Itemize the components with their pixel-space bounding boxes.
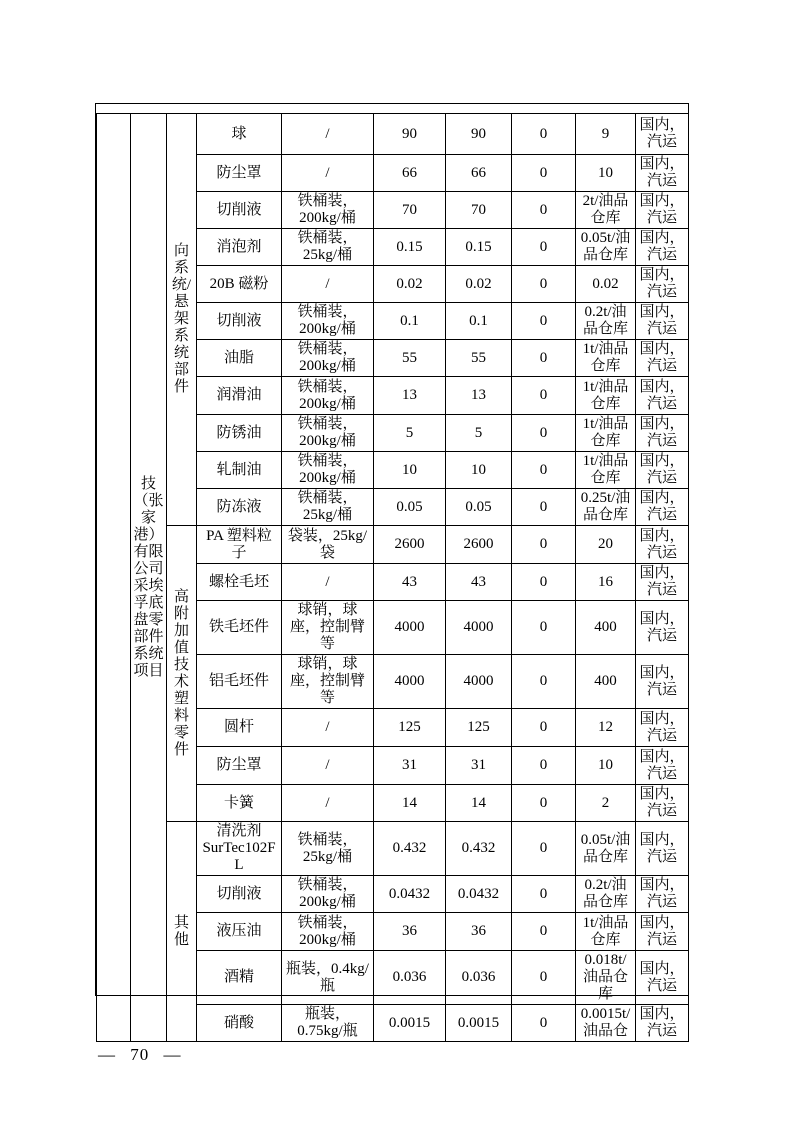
- cell-storage: 1t/油品仓库: [576, 452, 636, 489]
- cell-transport: 国内，汽运: [636, 822, 689, 876]
- table-row: [97, 526, 689, 564]
- cell-packaging: /: [282, 709, 374, 747]
- cell-qty-1: 31: [374, 747, 446, 785]
- cell-storage: 10: [576, 747, 636, 785]
- cell-qty-1: 0.05: [374, 489, 446, 526]
- cell-packaging: 瓶装，0.75kg/瓶: [282, 1005, 374, 1042]
- cell-storage: 1t/油品仓库: [576, 913, 636, 951]
- cell-qty-1: 13: [374, 377, 446, 415]
- cell-item-name: 防尘罩: [197, 747, 282, 785]
- cell-qty-2: 0.0015: [446, 1005, 512, 1042]
- cell-transport: 国内，汽运: [636, 709, 689, 747]
- cell-qty-3: 0: [512, 303, 576, 340]
- cell-qty-1: 4000: [374, 601, 446, 655]
- cell-qty-2: 10: [446, 452, 512, 489]
- cell-qty-2: 70: [446, 192, 512, 229]
- cell-qty-1: 0.1: [374, 303, 446, 340]
- cell-packaging: 铁桶装，200kg/桶: [282, 303, 374, 340]
- cell-item-name: 防尘罩: [197, 155, 282, 192]
- cell-storage: 400: [576, 601, 636, 655]
- cell-qty-1: 14: [374, 785, 446, 822]
- cell-transport: 国内，汽运: [636, 489, 689, 526]
- cell-transport: 国内，汽运: [636, 340, 689, 377]
- cell-item-name: PA 塑料粒子: [197, 526, 282, 564]
- cell-qty-1: 10: [374, 452, 446, 489]
- cell-storage: 20: [576, 526, 636, 564]
- category-cell: 其他: [167, 822, 197, 1042]
- cell-packaging: /: [282, 155, 374, 192]
- cell-qty-2: 14: [446, 785, 512, 822]
- cell-storage: 0.25t/油品仓库: [576, 489, 636, 526]
- cell-storage: 10: [576, 155, 636, 192]
- cell-qty-2: 4000: [446, 655, 512, 709]
- cell-storage: 9: [576, 114, 636, 155]
- cell-qty-3: 0: [512, 1005, 576, 1042]
- page-number: — 70 —: [98, 1045, 182, 1064]
- cell-qty-2: 31: [446, 747, 512, 785]
- cell-item-name: 清洗剂SurTec102FL: [197, 822, 282, 876]
- cell-qty-2: 13: [446, 377, 512, 415]
- cell-qty-3: 0: [512, 114, 576, 155]
- cell-packaging: 铁桶装，200kg/桶: [282, 377, 374, 415]
- cell-transport: 国内，汽运: [636, 155, 689, 192]
- cell-qty-3: 0: [512, 876, 576, 913]
- cell-qty-3: 0: [512, 655, 576, 709]
- cell-qty-3: 0: [512, 526, 576, 564]
- cell-packaging: /: [282, 785, 374, 822]
- cell-transport: 国内，汽运: [636, 1005, 689, 1042]
- cell-qty-3: 0: [512, 564, 576, 601]
- cell-qty-2: 66: [446, 155, 512, 192]
- cell-item-name: 螺栓毛坯: [197, 564, 282, 601]
- cell-qty-1: 125: [374, 709, 446, 747]
- cell-qty-1: 36: [374, 913, 446, 951]
- cell-item-name: 酒精: [197, 951, 282, 1005]
- cell-storage: 0.0015t/油品仓: [576, 1005, 636, 1042]
- cell-qty-2: 2600: [446, 526, 512, 564]
- cell-packaging: 铁桶装，200kg/桶: [282, 876, 374, 913]
- cell-storage: 1t/油品仓库: [576, 377, 636, 415]
- cell-transport: 国内，汽运: [636, 951, 689, 1005]
- cell-item-name: 球: [197, 114, 282, 155]
- cell-qty-1: 66: [374, 155, 446, 192]
- cell-item-name: 铁毛坯件: [197, 601, 282, 655]
- cell-qty-2: 4000: [446, 601, 512, 655]
- cell-packaging: 铁桶装，25kg/桶: [282, 229, 374, 266]
- cell-transport: 国内，汽运: [636, 876, 689, 913]
- cell-packaging: 瓶装，0.4kg/瓶: [282, 951, 374, 1005]
- cell-packaging: 袋装，25kg/袋: [282, 526, 374, 564]
- cell-packaging: 铁桶装，200kg/桶: [282, 452, 374, 489]
- cell-qty-2: 0.15: [446, 229, 512, 266]
- cell-qty-1: 5: [374, 415, 446, 452]
- cell-qty-1: 90: [374, 114, 446, 155]
- cell-storage: 0.05t/油品仓库: [576, 822, 636, 876]
- table-row: [97, 822, 689, 876]
- cell-item-name: 防锈油: [197, 415, 282, 452]
- cell-transport: 国内，汽运: [636, 785, 689, 822]
- cell-qty-3: 0: [512, 489, 576, 526]
- cell-qty-3: 0: [512, 913, 576, 951]
- cell-item-name: 防冻液: [197, 489, 282, 526]
- cell-storage: 0.05t/油品仓库: [576, 229, 636, 266]
- cell-storage: 2t/油品仓库: [576, 192, 636, 229]
- cell-item-name: 硝酸: [197, 1005, 282, 1042]
- cell-qty-3: 0: [512, 951, 576, 1005]
- cell-transport: 国内，汽运: [636, 913, 689, 951]
- cell-item-name: 圆杆: [197, 709, 282, 747]
- cell-qty-3: 0: [512, 601, 576, 655]
- cell-transport: 国内，汽运: [636, 452, 689, 489]
- cell-transport: 国内，汽运: [636, 564, 689, 601]
- cell-qty-1: 0.036: [374, 951, 446, 1005]
- cell-qty-1: 0.02: [374, 266, 446, 303]
- cell-qty-1: 43: [374, 564, 446, 601]
- cell-storage: 1t/油品仓库: [576, 340, 636, 377]
- cell-qty-3: 0: [512, 785, 576, 822]
- materials-table: [96, 113, 689, 1042]
- cell-qty-2: 125: [446, 709, 512, 747]
- category-cell: 高附加值技术塑料零件: [167, 526, 197, 822]
- cell-transport: 国内，汽运: [636, 415, 689, 452]
- cell-storage: 12: [576, 709, 636, 747]
- cell-qty-3: 0: [512, 192, 576, 229]
- cell-qty-3: 0: [512, 155, 576, 192]
- cell-transport: 国内，汽运: [636, 747, 689, 785]
- cell-transport: 国内，汽运: [636, 114, 689, 155]
- cell-qty-3: 0: [512, 822, 576, 876]
- cell-storage: 2: [576, 785, 636, 822]
- cell-qty-1: 0.0015: [374, 1005, 446, 1042]
- cell-qty-3: 0: [512, 266, 576, 303]
- cell-transport: 国内，汽运: [636, 601, 689, 655]
- cell-item-name: 润滑油: [197, 377, 282, 415]
- cell-packaging: /: [282, 266, 374, 303]
- cell-qty-2: 36: [446, 913, 512, 951]
- cell-packaging: 铁桶装，25kg/桶: [282, 822, 374, 876]
- cell-qty-2: 43: [446, 564, 512, 601]
- cell-item-name: 铝毛坯件: [197, 655, 282, 709]
- cell-qty-2: 0.02: [446, 266, 512, 303]
- cell-packaging: /: [282, 114, 374, 155]
- cell-packaging: /: [282, 747, 374, 785]
- cell-packaging: 球销，球座，控制臂等: [282, 601, 374, 655]
- cell-storage: 0.02: [576, 266, 636, 303]
- cell-item-name: 轧制油: [197, 452, 282, 489]
- cell-qty-1: 0.0432: [374, 876, 446, 913]
- left-spacer-cell: [97, 114, 131, 1042]
- cell-qty-3: 0: [512, 340, 576, 377]
- cell-storage: 0.2t/油品仓库: [576, 876, 636, 913]
- cell-storage: 16: [576, 564, 636, 601]
- cell-qty-2: 5: [446, 415, 512, 452]
- cell-item-name: 卡簧: [197, 785, 282, 822]
- materials-table-container: [95, 103, 689, 1039]
- cell-transport: 国内，汽运: [636, 655, 689, 709]
- cell-transport: 国内，汽运: [636, 303, 689, 340]
- cell-qty-3: 0: [512, 415, 576, 452]
- cell-qty-1: 70: [374, 192, 446, 229]
- table-row: [97, 114, 689, 155]
- cell-transport: 国内，汽运: [636, 377, 689, 415]
- cell-packaging: 铁桶装，200kg/桶: [282, 415, 374, 452]
- cell-storage: 0.2t/油品仓库: [576, 303, 636, 340]
- cell-qty-1: 55: [374, 340, 446, 377]
- cell-transport: 国内，汽运: [636, 526, 689, 564]
- cell-packaging: 铁桶装，200kg/桶: [282, 192, 374, 229]
- cell-item-name: 消泡剂: [197, 229, 282, 266]
- cell-packaging: 球销，球座，控制臂等: [282, 655, 374, 709]
- cell-packaging: 铁桶装，200kg/桶: [282, 913, 374, 951]
- cell-item-name: 液压油: [197, 913, 282, 951]
- cell-qty-2: 0.05: [446, 489, 512, 526]
- cell-transport: 国内，汽运: [636, 192, 689, 229]
- cell-qty-2: 0.036: [446, 951, 512, 1005]
- cell-transport: 国内，汽运: [636, 266, 689, 303]
- cell-item-name: 20B 磁粉: [197, 266, 282, 303]
- cell-item-name: 切削液: [197, 192, 282, 229]
- cell-packaging: /: [282, 564, 374, 601]
- project-name-cell: 技（张家港）有限公司采埃孚底盘零部件系统项目: [131, 114, 167, 1042]
- cell-qty-3: 0: [512, 709, 576, 747]
- cell-packaging: 铁桶装，25kg/桶: [282, 489, 374, 526]
- cell-item-name: 切削液: [197, 876, 282, 913]
- cell-qty-3: 0: [512, 229, 576, 266]
- cell-qty-1: 4000: [374, 655, 446, 709]
- cell-qty-2: 0.1: [446, 303, 512, 340]
- cell-qty-3: 0: [512, 747, 576, 785]
- cell-item-name: 油脂: [197, 340, 282, 377]
- cell-qty-2: 90: [446, 114, 512, 155]
- cell-qty-1: 0.15: [374, 229, 446, 266]
- cell-storage: 1t/油品仓库: [576, 415, 636, 452]
- cell-item-name: 切削液: [197, 303, 282, 340]
- cell-qty-1: 0.432: [374, 822, 446, 876]
- materials-table-body: [97, 114, 689, 1042]
- cell-packaging: 铁桶装，200kg/桶: [282, 340, 374, 377]
- cell-qty-3: 0: [512, 377, 576, 415]
- cell-qty-2: 0.0432: [446, 876, 512, 913]
- cell-qty-2: 0.432: [446, 822, 512, 876]
- cell-qty-2: 55: [446, 340, 512, 377]
- cell-qty-3: 0: [512, 452, 576, 489]
- cell-transport: 国内，汽运: [636, 229, 689, 266]
- category-cell: 向系统/悬架系统部件: [167, 114, 197, 526]
- cell-storage: 0.018t/油品仓库: [576, 951, 636, 1005]
- cell-qty-1: 2600: [374, 526, 446, 564]
- cell-storage: 400: [576, 655, 636, 709]
